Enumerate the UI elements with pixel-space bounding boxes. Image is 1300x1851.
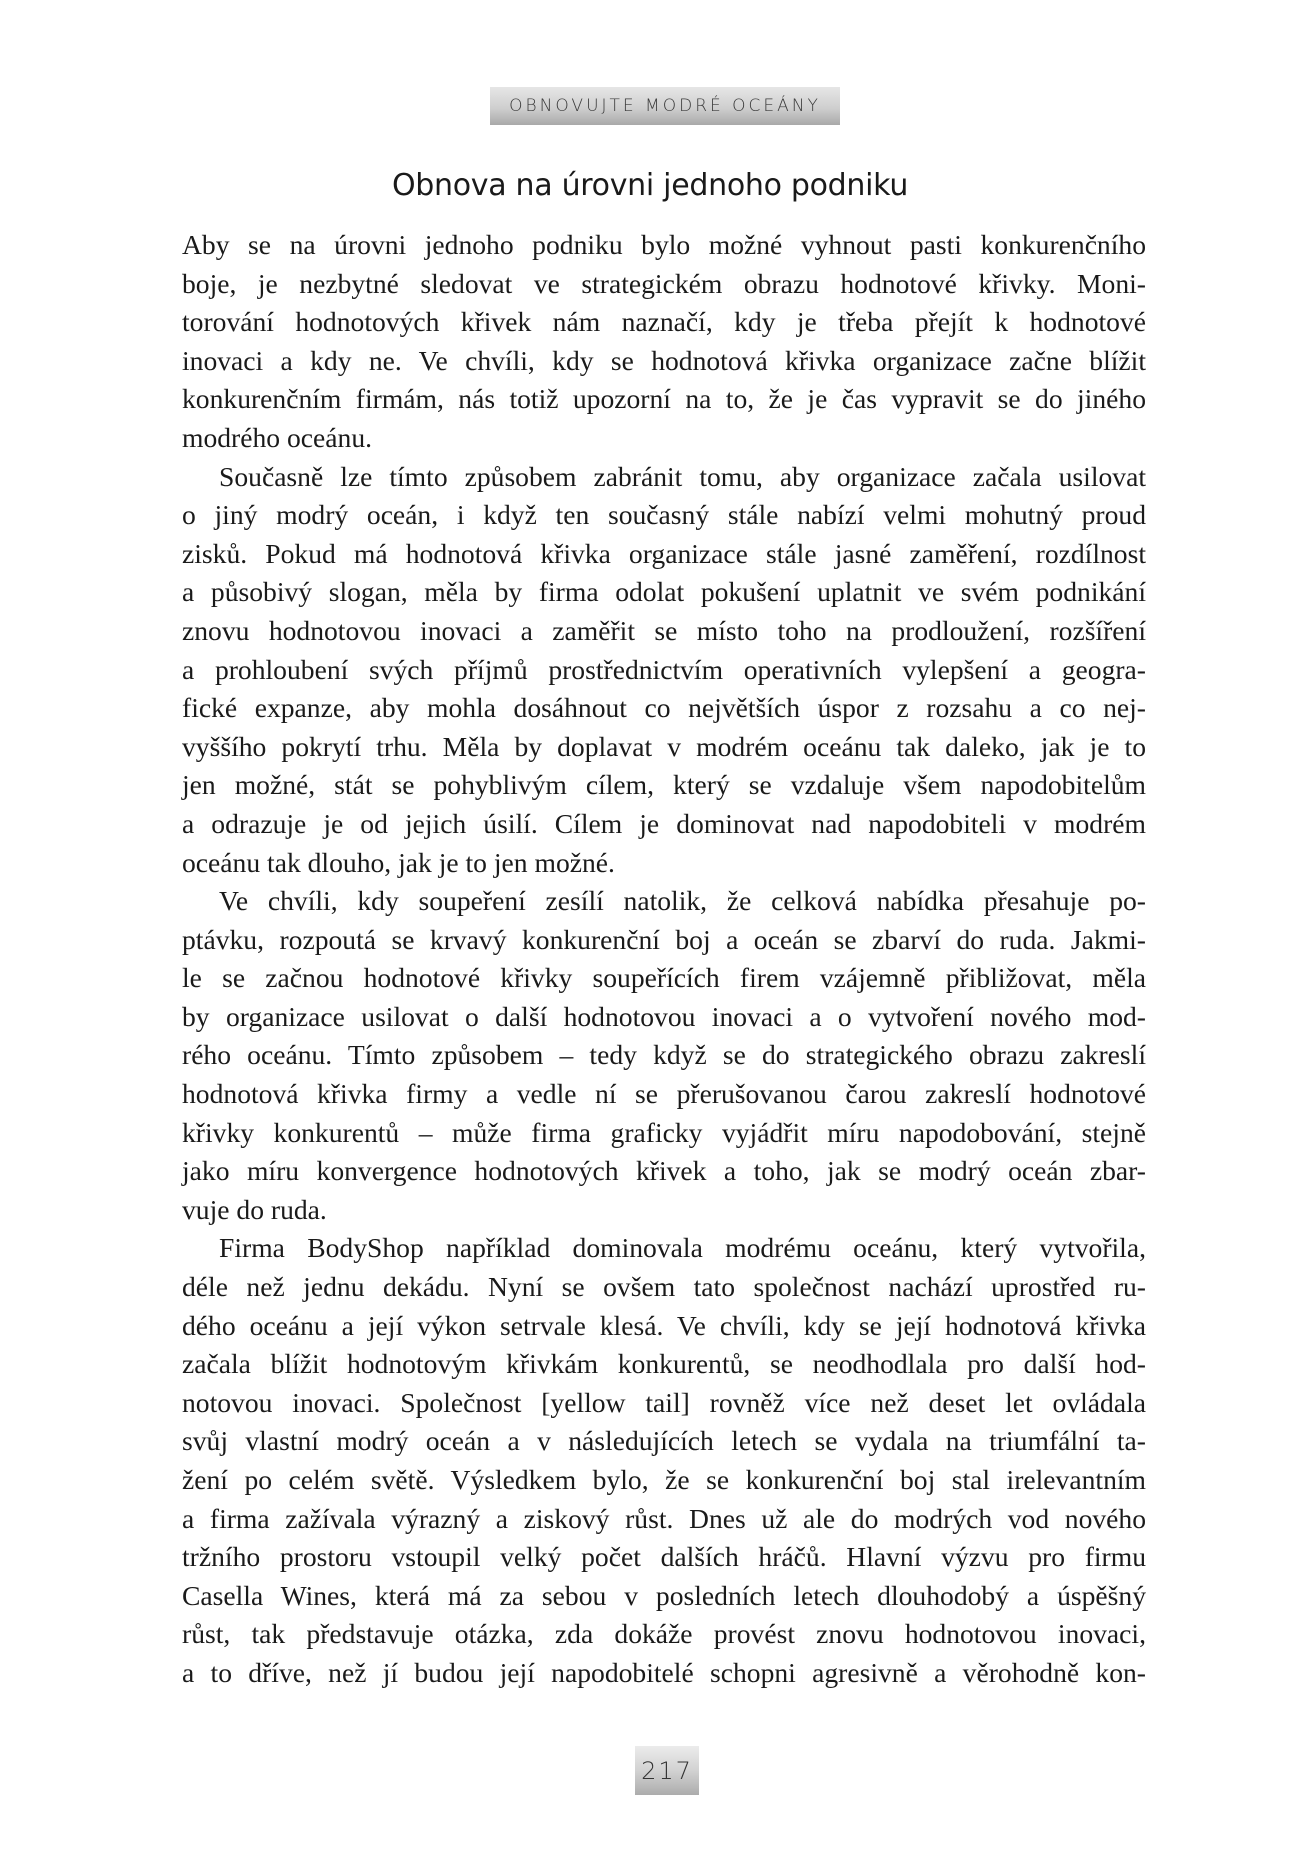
text-line: Ve chvíli, kdy soupeření zesílí natolik, že celková nabídka přesahuje po- — [219, 885, 1146, 917]
text-line: zisků. Pokud má hodnotová křivka organizace stále jasné zaměření, rozdílnost — [182, 537, 1146, 569]
text-line: a odrazuje je od jejich úsilí. Cílem je dominovat nad napodobiteli v modrém — [182, 807, 1146, 839]
text-line: boje, je nezbytné sledovat ve strategickém obrazu hodnotové křivky. Moni- — [182, 267, 1146, 299]
text-line: Firma BodyShop například dominovala modrému oceánu, který vytvořila, — [219, 1232, 1146, 1264]
paragraph-4 — [182, 1229, 1146, 1692]
text-line: by organizace usilovat o další hodnotovou inovaci a o vytvoření nového mod- — [182, 1000, 1146, 1032]
body-text — [182, 226, 1146, 1693]
text-line: rého oceánu. Tímto způsobem – tedy když se do strategického obrazu zakreslí — [182, 1039, 1146, 1071]
text-line: a firma zažívala výrazný a ziskový růst. Dnes už ale do modrých vod nového — [182, 1502, 1146, 1534]
text-line: Aby se na úrovni jednoho podniku bylo možné vyhnout pasti konkurenčního — [182, 229, 1146, 260]
text-line: a to dříve, než jí budou její napodobitelé schopni agresivně a věrohodně kon- — [182, 1656, 1146, 1688]
text-line: znovu hodnotovou inovaci a zaměřit se místo toho na prodloužení, rozšíření — [182, 614, 1146, 646]
text-line: torování hodnotových křivek nám naznačí, kdy je třeba přejít k hodnotové — [182, 306, 1146, 338]
text-line: déle než jednu dekádu. Nyní se ovšem tato společnost nachází uprostřed ru- — [182, 1271, 1146, 1303]
text-line: oceánu tak dlouho, jak je to jen možné. — [182, 846, 615, 878]
text-line: a působivý slogan, měla by firma odolat pokušení uplatnit ve svém podnikání — [182, 576, 1146, 608]
text-line: jako míru konvergence hodnotových křivek a toho, jak se modrý oceán zbar- — [182, 1155, 1146, 1187]
text-line: o jiný modrý oceán, i když ten současný stále nabízí velmi mohutný proud — [182, 499, 1146, 531]
paragraph-3 — [182, 882, 1146, 1229]
text-line: dého oceánu a její výkon setrvale klesá. Ve chvíli, kdy se její hodnotová křivka — [182, 1309, 1146, 1341]
text-line: Současně lze tímto způsobem zabránit tomu, aby organizace začala usilovat — [219, 460, 1146, 492]
text-line: modrého oceánu. — [182, 421, 373, 453]
paragraph-2 — [182, 458, 1146, 883]
text-line: svůj vlastní modrý oceán a v následujících letech se vydala na triumfální ta- — [182, 1425, 1146, 1457]
text-line: hodnotová křivka firmy a vedle ní se přerušovanou čarou zakreslí hodnotové — [182, 1078, 1146, 1110]
text-line: fické expanze, aby mohla dosáhnout co největších úspor z rozsahu a co nej- — [182, 692, 1146, 724]
text-line: notovou inovaci. Společnost [yellow tail] rovněž více než deset let ovládala — [182, 1386, 1146, 1418]
text-line: začala blížit hodnotovým křivkám konkurentů, se neodhodlala pro další hod- — [182, 1348, 1146, 1380]
running-head: OBNOVUJTE MODRÉ OCEÁNY — [490, 87, 840, 125]
section-title: Obnova na úrovni jednoho podniku — [391, 168, 909, 203]
text-line: žení po celém světě. Výsledkem bylo, že se konkurenční boj stal irelevantním — [182, 1464, 1146, 1495]
text-line: křivky konkurentů – může firma graficky vyjádřit míru napodobování, stejně — [182, 1116, 1146, 1148]
text-line: a prohloubení svých příjmů prostřednictvím operativních vylepšení a geogra- — [182, 653, 1146, 685]
paragraph-1 — [182, 226, 1146, 458]
text-line: vuje do ruda. — [182, 1193, 327, 1225]
text-line: jen možné, stát se pohyblivým cílem, který se vzdaluje všem napodobitelům — [182, 769, 1146, 801]
text-line: vyššího pokrytí trhu. Měla by doplavat v modrém oceánu tak daleko, jak je to — [182, 730, 1146, 762]
page-number: 217 — [635, 1746, 699, 1795]
text-line: růst, tak představuje otázka, zda dokáže provést znovu hodnotovou inovaci, — [182, 1618, 1146, 1650]
text-line: ptávku, rozpoutá se krvavý konkurenční boj a oceán se zbarví do ruda. Jakmi- — [182, 923, 1146, 955]
text-line: le se začnou hodnotové křivky soupeřících firem vzájemně přibližovat, měla — [182, 962, 1146, 994]
text-line: inovaci a kdy ne. Ve chvíli, kdy se hodnotová křivka organizace začne blížit — [182, 344, 1146, 376]
text-line: tržního prostoru vstoupil velký počet dalších hráčů. Hlavní výzvu pro firmu — [182, 1541, 1146, 1573]
text-line: konkurenčním firmám, nás totiž upozorní na to, že je čas vypravit se do jiného — [182, 383, 1146, 415]
text-line: Casella Wines, která má za sebou v posledních letech dlouhodobý a úspěšný — [182, 1579, 1146, 1611]
